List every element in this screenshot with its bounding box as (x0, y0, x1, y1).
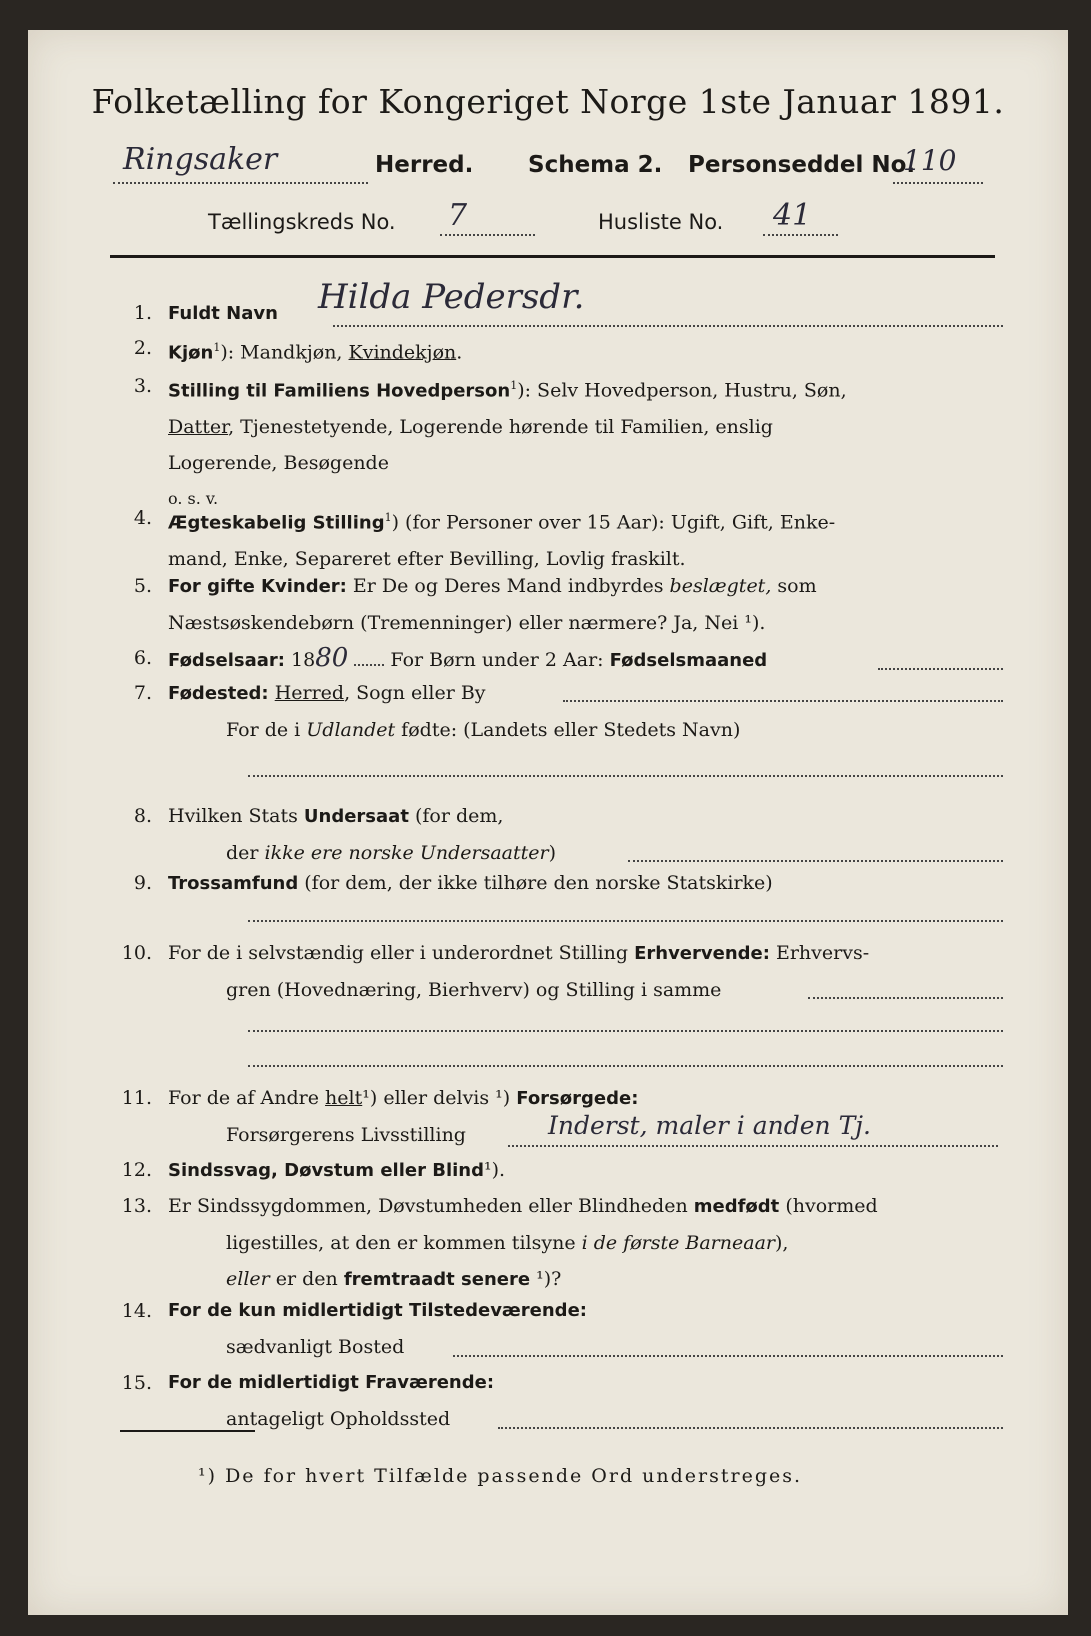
birth-year-value: 80 (315, 643, 349, 673)
kreds-value: 7 (448, 198, 468, 233)
herred-underlined: Herred (274, 682, 345, 704)
item-tilstedevaerende: 14. For de kun midlertidigt Tilstedeværende: sædvanligt Bosted (108, 1293, 1008, 1369)
full-name-label: Fuldt Navn (168, 303, 278, 324)
item-gifte-kvinder: 5. For gifte Kvinder: Er De og Deres Mand indbyrdes beslægtet, som Næstsøskendebørn (Tremenninger) eller nærmere? Ja, Nei ¹). (133, 575, 817, 634)
item-kjon: 2. Kjøn$^1$): Mandkjøn, Kvindekjøn. (133, 337, 463, 364)
census-form (28, 30, 1068, 1615)
item-fravaerende: 15. For de midlertidigt Fraværende: antageligt Opholdssted (108, 1365, 1008, 1441)
kreds-label: Tællingskreds No. (208, 210, 396, 234)
item-trossamfund: 9. Trossamfund (for dem, der ikke tilhøre den norske Statskirke) (108, 865, 1008, 937)
helt-underlined: helt (325, 1087, 363, 1109)
item-erhvervende: 10. For de i selvstændig eller i underordnet Stilling Erhvervende: Erhvervs- gren (Hovednæring, Bierhverv) og Stilling i samme (108, 935, 1008, 1055)
husliste-label: Husliste No. (598, 210, 724, 234)
header-line-herred (113, 142, 993, 188)
header-line-kreds (178, 198, 878, 244)
full-name-value: Hilda Pedersdr. (318, 277, 585, 317)
schema-label: Schema 2. (528, 152, 663, 178)
item-full-name: 1. Fuldt Navn Hilda Pedersdr. (108, 295, 1008, 345)
kvindekjon-underlined: Kvindekjøn (348, 341, 457, 364)
item-stilling: 3. Stilling til Familiens Hovedperson$^1$): Selv Hovedperson, Hustru, Søn, Datter, Tjenestetyende, Logerende hørende til Familien, enslig Logerende, Besøgende o. s. v. (133, 375, 847, 509)
footnote: ¹) De for hvert Tilfælde passende Ord understreges. (198, 1465, 803, 1487)
forsorger-value: Inderst, maler i anden Tj. (548, 1111, 871, 1140)
item-fodselsaar: 6. Fødselsaar: 1880 For Børn under 2 Aar: Fødselsmaaned (108, 640, 1008, 680)
form-title: Folketælling for Kongeriget Norge 1ste Januar 1891. (91, 82, 1005, 121)
husliste-value: 41 (773, 198, 812, 233)
herred-label: Herred. (375, 152, 474, 178)
item-forsorgede: 11. For de af Andre helt¹) eller delvis ¹) Forsørgede: Forsørgerens Livsstilling Inderst, maler i anden Tj. (108, 1080, 1008, 1156)
item-undersaat: 8. Hvilken Stats Undersaat (for dem, der ikke ere norske Undersaatter) (108, 798, 1008, 870)
item-aegteskabelig: 4. Ægteskabelig Stilling$^1$) (for Personer over 15 Aar): Ugift, Gift, Enke- mand, Enke, Separeret efter Bevilling, Lovlig fraskilt. (133, 507, 836, 571)
header-rule (110, 255, 995, 258)
herred-value: Ringsaker (123, 142, 278, 177)
footnote-rule (120, 1430, 255, 1432)
personseddel-label: Personseddel No. (688, 152, 916, 178)
item-medfodt: 13. Er Sindssygdommen, Døvstumheden eller Blindheden medfødt (hvormed ligestilles, at den er kommen tilsyne i de første Barneaar), eller er den fremtraadt senere ¹)? (121, 1195, 878, 1290)
personseddel-value: 110 (903, 144, 957, 177)
item-fodested: 7. Fødested: Herred, Sogn eller By For de i Udlandet fødte: (Landets eller Stedets Navn) (108, 675, 1008, 785)
item-sindssvag: 12. Sindssvag, Døvstum eller Blind¹). (121, 1159, 506, 1181)
datter-underlined: Datter (168, 416, 229, 439)
